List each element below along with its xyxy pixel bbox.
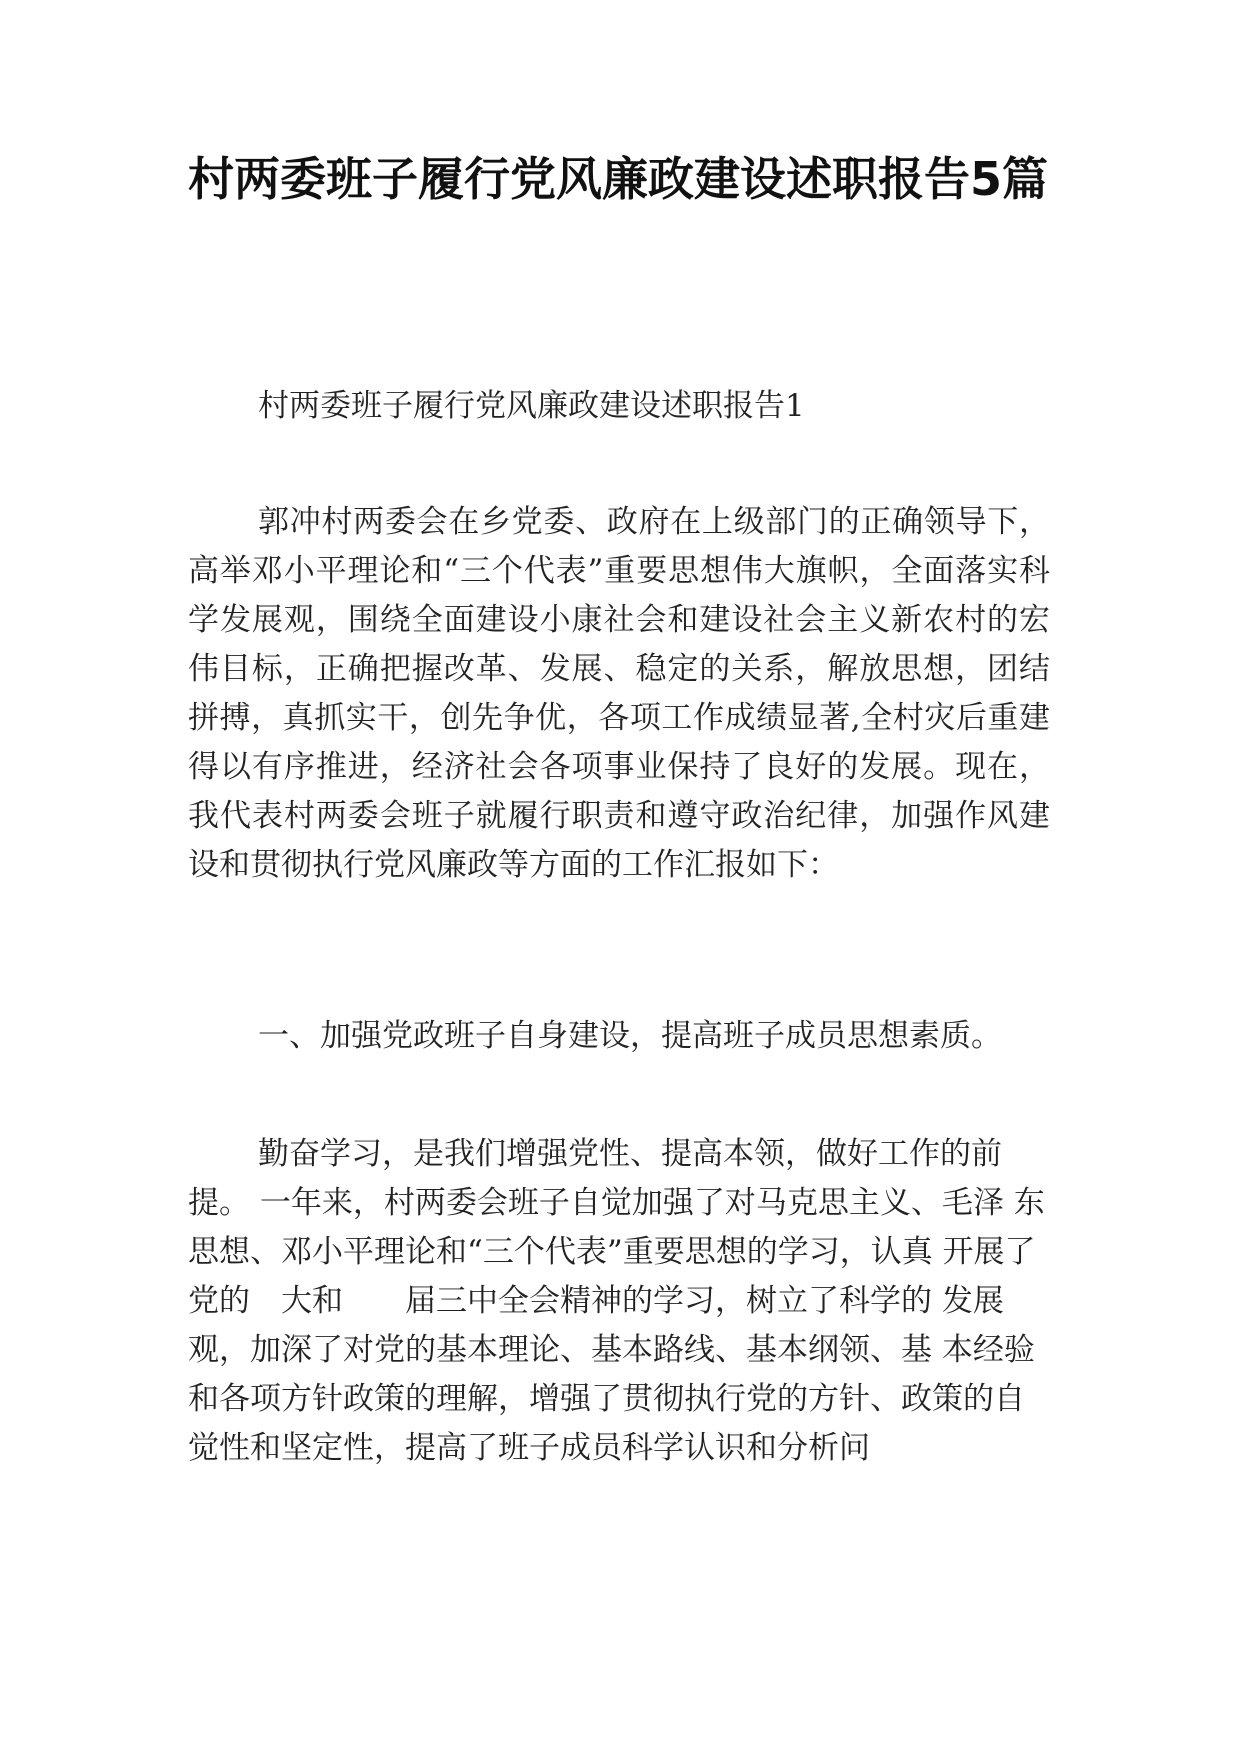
section-heading-1: 一、加强党政班子自身建设，提高班子成员思想素质。 — [258, 1018, 1002, 1054]
paragraph-intro: 郭冲村两委会在乡党委、政府在上级部门的正确领导下，高举邓小平理论和“三个代表”重要思想伟大旗帜，全面落实科学发展观，围绕全面建设小康社会和建设社会主义新农村的宏伟目标，正确把握改革、发展、稳定的关系，解放思想，团结拼搏，真抓实干，创先争优，各项工作成绩显著,全村灾后重建得以有序推进，经济社会各项事业保持了良好的发展。现在，我代表村两委会班子就履行职责和遵守政治纪律，加强作风建设和贯彻执行党风廉政等方面的工作汇报如下： — [188, 504, 1050, 883]
document-title: 村两委班子履行党风廉政建设述职报告5篇 — [188, 152, 1049, 206]
report-subtitle: 村两委班子履行党风廉政建设述职报告1 — [258, 388, 805, 424]
paragraph-study: 勤奋学习，是我们增强党性、提高本领，做好工作的前提。 一年来，村两委会班子自觉加强了对马克思主义、毛泽 东思想、邓小平理论和“三个代表”重要思想的学习，认真 开展了党的 大和 届三中全会精神的学习，树立了科学的 发展观，加深了对党的基本理论、基本路线、基本纲领、基 本经验和各项方针政策的理解，增强了贯彻执行党的方针、政策的自觉性和坚定性，提高了班子成员科学认识和分析问 — [188, 1136, 1045, 1466]
